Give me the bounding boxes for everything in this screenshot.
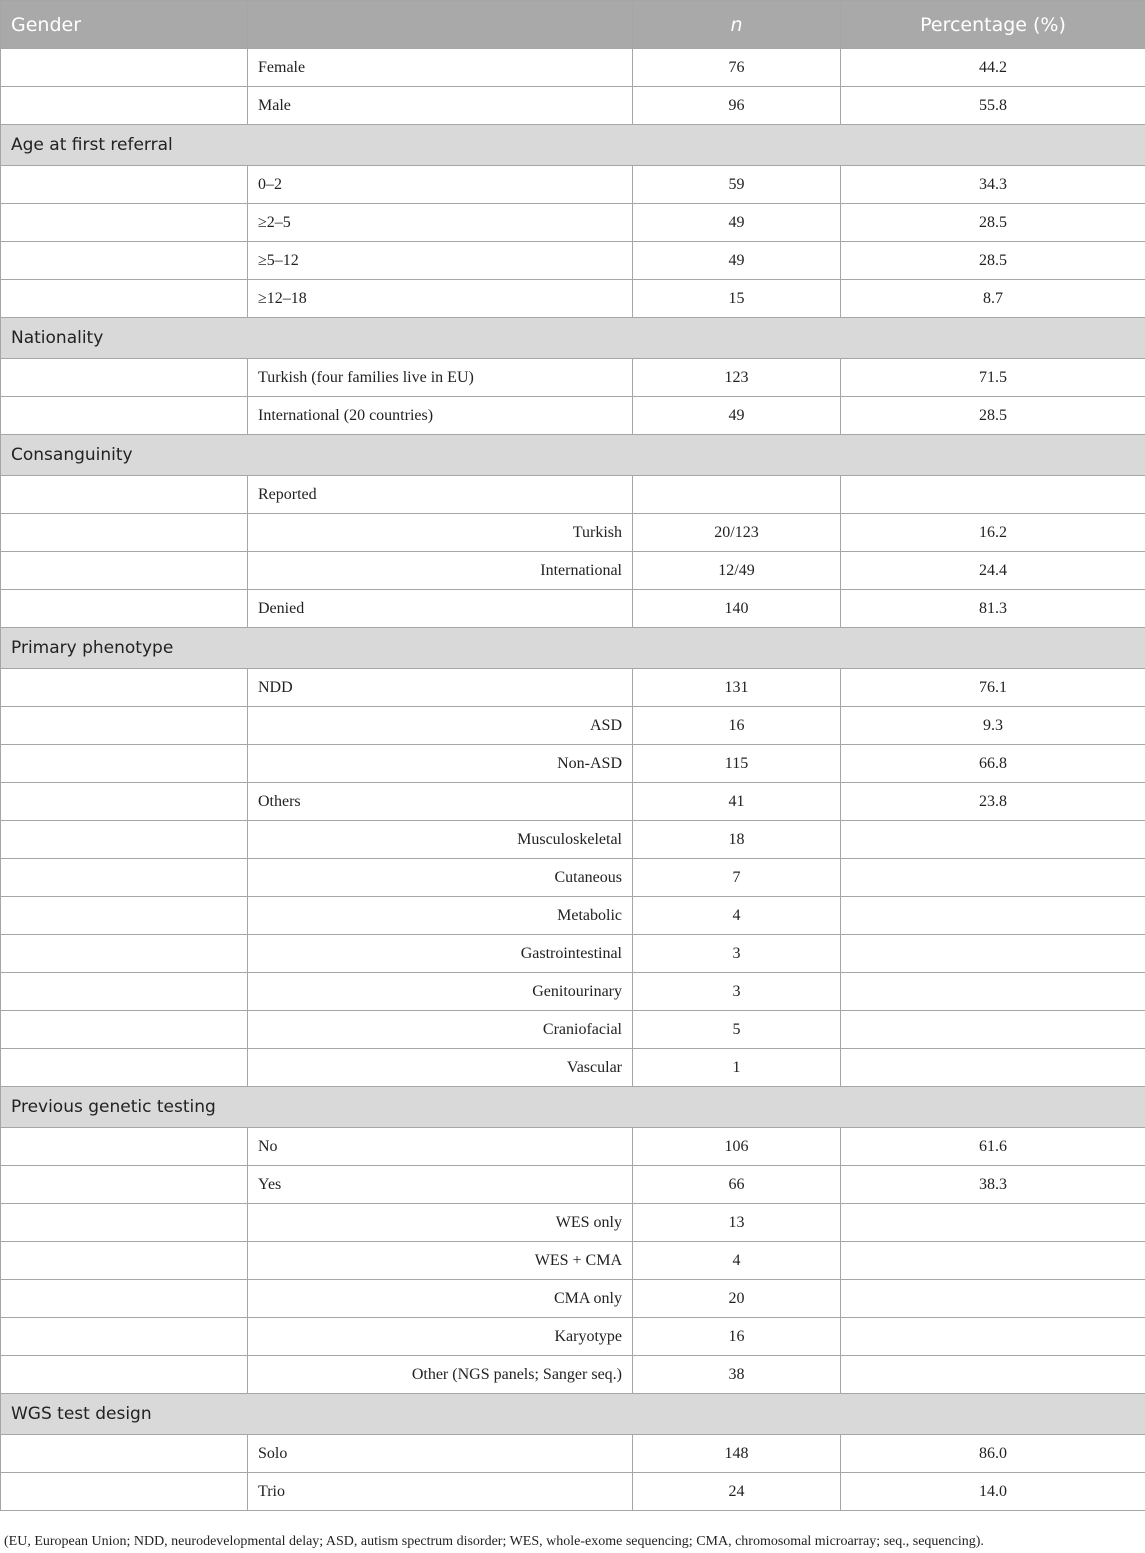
subcategory-label: Craniofacial — [248, 1011, 633, 1049]
section-header-row — [1, 1394, 1145, 1435]
empty-cell — [1, 1011, 248, 1049]
table-row — [1, 897, 1145, 935]
header-percentage: Percentage (%) — [841, 1, 1145, 49]
count-cell: 76 — [633, 49, 841, 87]
percentage-cell: 66.8 — [841, 745, 1145, 783]
subcategory-label: Other (NGS panels; Sanger seq.) — [248, 1356, 633, 1394]
subcategory-label: Turkish — [248, 514, 633, 552]
empty-cell — [1, 669, 248, 707]
count-cell: 18 — [633, 821, 841, 859]
percentage-cell — [841, 973, 1145, 1011]
category-label: ≥5–12 — [248, 242, 633, 280]
count-cell: 5 — [633, 1011, 841, 1049]
percentage-cell: 55.8 — [841, 87, 1145, 125]
empty-cell — [1, 514, 248, 552]
header-n-label: n — [730, 13, 743, 36]
section-title: Primary phenotype — [1, 628, 1145, 669]
percentage-cell — [841, 1242, 1145, 1280]
percentage-cell — [841, 821, 1145, 859]
empty-cell — [1, 1318, 248, 1356]
section-header-row — [1, 628, 1145, 669]
subcategory-label: CMA only — [248, 1280, 633, 1318]
count-cell: 59 — [633, 166, 841, 204]
section-title: Consanguinity — [1, 435, 1145, 476]
count-cell: 16 — [633, 1318, 841, 1356]
count-cell: 3 — [633, 973, 841, 1011]
percentage-cell: 38.3 — [841, 1166, 1145, 1204]
table-row — [1, 1166, 1145, 1204]
percentage-cell: 28.5 — [841, 397, 1145, 435]
percentage-cell: 23.8 — [841, 783, 1145, 821]
percentage-cell — [841, 1318, 1145, 1356]
count-cell: 15 — [633, 280, 841, 318]
subcategory-label: WES only — [248, 1204, 633, 1242]
category-label: NDD — [248, 669, 633, 707]
section-header-row — [1, 318, 1145, 359]
table-row — [1, 166, 1145, 204]
empty-cell — [1, 1166, 248, 1204]
empty-cell — [1, 49, 248, 87]
subcategory-label: Non-ASD — [248, 745, 633, 783]
empty-cell — [1, 745, 248, 783]
table-row — [1, 552, 1145, 590]
empty-cell — [1, 1435, 248, 1473]
empty-cell — [1, 1356, 248, 1394]
table-row — [1, 935, 1145, 973]
empty-cell — [1, 859, 248, 897]
section-title: Age at first referral — [1, 125, 1145, 166]
category-label: Trio — [248, 1473, 633, 1511]
table-footnote: (EU, European Union; NDD, neurodevelopmental delay; ASD, autism spectrum disorder; WES, whole-exome sequencing; CMA, chromosomal microarray; seq., sequencing). — [4, 1534, 984, 1549]
percentage-cell — [841, 1204, 1145, 1242]
table-row — [1, 1128, 1145, 1166]
percentage-cell: 76.1 — [841, 669, 1145, 707]
subcategory-label: Metabolic — [248, 897, 633, 935]
category-label: Denied — [248, 590, 633, 628]
table-row — [1, 87, 1145, 125]
subcategory-label: Cutaneous — [248, 859, 633, 897]
percentage-cell: 86.0 — [841, 1435, 1145, 1473]
empty-cell — [1, 242, 248, 280]
empty-cell — [1, 821, 248, 859]
category-label: Turkish (four families live in EU) — [248, 359, 633, 397]
category-label: Female — [248, 49, 633, 87]
count-cell: 123 — [633, 359, 841, 397]
percentage-cell — [841, 897, 1145, 935]
table-row — [1, 859, 1145, 897]
category-label: 0–2 — [248, 166, 633, 204]
category-label: ≥2–5 — [248, 204, 633, 242]
table-row — [1, 1473, 1145, 1511]
percentage-cell: 9.3 — [841, 707, 1145, 745]
empty-cell — [1, 1204, 248, 1242]
percentage-cell: 34.3 — [841, 166, 1145, 204]
empty-cell — [1, 707, 248, 745]
table-row — [1, 973, 1145, 1011]
count-cell: 96 — [633, 87, 841, 125]
count-cell: 7 — [633, 859, 841, 897]
table-row — [1, 707, 1145, 745]
table-row — [1, 1242, 1145, 1280]
table-row — [1, 359, 1145, 397]
empty-cell — [1, 1128, 248, 1166]
category-label: No — [248, 1128, 633, 1166]
category-label: ≥12–18 — [248, 280, 633, 318]
count-cell: 24 — [633, 1473, 841, 1511]
empty-cell — [1, 87, 248, 125]
category-label: Yes — [248, 1166, 633, 1204]
header-blank — [248, 1, 633, 49]
empty-cell — [1, 783, 248, 821]
table-body — [1, 49, 1145, 1511]
empty-cell — [1, 552, 248, 590]
section-header-row — [1, 435, 1145, 476]
empty-cell — [1, 935, 248, 973]
count-cell: 140 — [633, 590, 841, 628]
percentage-cell: 16.2 — [841, 514, 1145, 552]
table-row — [1, 745, 1145, 783]
percentage-cell: 81.3 — [841, 590, 1145, 628]
empty-cell — [1, 590, 248, 628]
table-row — [1, 242, 1145, 280]
table-row — [1, 1318, 1145, 1356]
count-cell: 4 — [633, 897, 841, 935]
count-cell: 16 — [633, 707, 841, 745]
subcategory-label: Gastrointestinal — [248, 935, 633, 973]
percentage-cell: 61.6 — [841, 1128, 1145, 1166]
subcategory-label: Vascular — [248, 1049, 633, 1087]
count-cell: 49 — [633, 204, 841, 242]
empty-cell — [1, 1473, 248, 1511]
header-row — [1, 1, 1145, 49]
count-cell: 49 — [633, 242, 841, 280]
subcategory-label: Genitourinary — [248, 973, 633, 1011]
empty-cell — [1, 204, 248, 242]
empty-cell — [1, 359, 248, 397]
percentage-cell: 24.4 — [841, 552, 1145, 590]
empty-cell — [1, 476, 248, 514]
count-cell: 38 — [633, 1356, 841, 1394]
count-cell: 12/49 — [633, 552, 841, 590]
count-cell — [633, 476, 841, 514]
percentage-cell — [841, 1280, 1145, 1318]
table-row — [1, 204, 1145, 242]
table-row — [1, 821, 1145, 859]
empty-cell — [1, 1242, 248, 1280]
subcategory-label: WES + CMA — [248, 1242, 633, 1280]
category-label: Reported — [248, 476, 633, 514]
category-label: Solo — [248, 1435, 633, 1473]
count-cell: 41 — [633, 783, 841, 821]
count-cell: 106 — [633, 1128, 841, 1166]
empty-cell — [1, 973, 248, 1011]
table-row — [1, 1049, 1145, 1087]
percentage-cell: 44.2 — [841, 49, 1145, 87]
category-label: International (20 countries) — [248, 397, 633, 435]
section-header-row — [1, 1087, 1145, 1128]
header-gender: Gender — [1, 1, 248, 49]
section-title: Previous genetic testing — [1, 1087, 1145, 1128]
count-cell: 115 — [633, 745, 841, 783]
percentage-cell — [841, 1356, 1145, 1394]
table-row — [1, 1280, 1145, 1318]
table-row — [1, 1011, 1145, 1049]
table-row — [1, 476, 1145, 514]
table-row — [1, 669, 1145, 707]
count-cell: 49 — [633, 397, 841, 435]
subcategory-label: International — [248, 552, 633, 590]
count-cell: 1 — [633, 1049, 841, 1087]
percentage-cell: 28.5 — [841, 242, 1145, 280]
empty-cell — [1, 897, 248, 935]
subcategory-label: Karyotype — [248, 1318, 633, 1356]
percentage-cell: 14.0 — [841, 1473, 1145, 1511]
table-row — [1, 280, 1145, 318]
category-label: Male — [248, 87, 633, 125]
table-row — [1, 783, 1145, 821]
empty-cell — [1, 166, 248, 204]
count-cell: 13 — [633, 1204, 841, 1242]
section-title: Nationality — [1, 318, 1145, 359]
section-header-row — [1, 125, 1145, 166]
count-cell: 66 — [633, 1166, 841, 1204]
table-row — [1, 590, 1145, 628]
table-row — [1, 1356, 1145, 1394]
subcategory-label: ASD — [248, 707, 633, 745]
percentage-cell: 8.7 — [841, 280, 1145, 318]
table-row — [1, 1204, 1145, 1242]
empty-cell — [1, 1280, 248, 1318]
percentage-cell — [841, 1011, 1145, 1049]
table-row — [1, 397, 1145, 435]
percentage-cell — [841, 859, 1145, 897]
percentage-cell — [841, 935, 1145, 973]
percentage-cell: 28.5 — [841, 204, 1145, 242]
count-cell: 131 — [633, 669, 841, 707]
table-row — [1, 514, 1145, 552]
table-header — [1, 1, 1145, 49]
percentage-cell — [841, 1049, 1145, 1087]
category-label: Others — [248, 783, 633, 821]
table-row — [1, 49, 1145, 87]
count-cell: 148 — [633, 1435, 841, 1473]
section-title: WGS test design — [1, 1394, 1145, 1435]
percentage-cell — [841, 476, 1145, 514]
empty-cell — [1, 1049, 248, 1087]
count-cell: 4 — [633, 1242, 841, 1280]
count-cell: 3 — [633, 935, 841, 973]
header-n — [633, 1, 841, 49]
count-cell: 20/123 — [633, 514, 841, 552]
percentage-cell: 71.5 — [841, 359, 1145, 397]
subcategory-label: Musculoskeletal — [248, 821, 633, 859]
empty-cell — [1, 280, 248, 318]
table-row — [1, 1435, 1145, 1473]
empty-cell — [1, 397, 248, 435]
count-cell: 20 — [633, 1280, 841, 1318]
